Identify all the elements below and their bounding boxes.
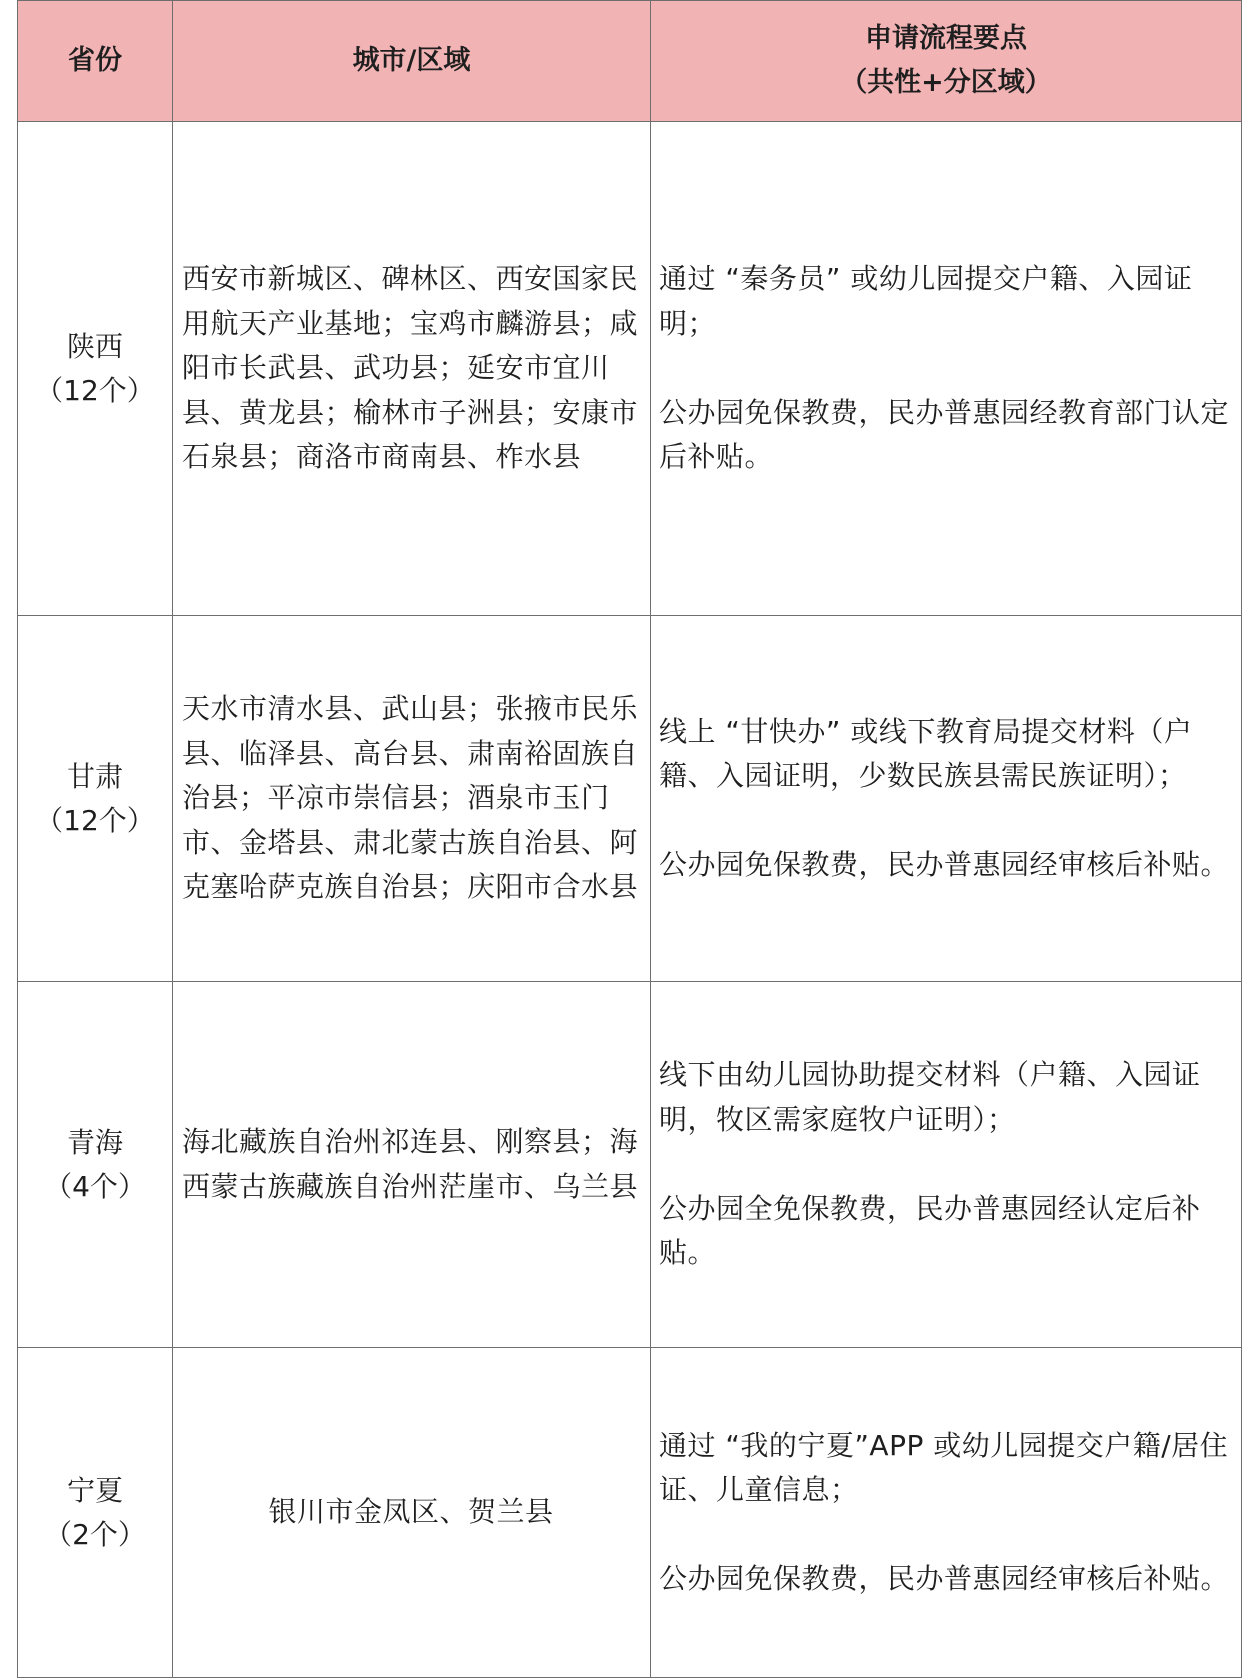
process-cell (651, 1348, 1242, 1678)
province-cell (18, 1348, 173, 1678)
header-city: 城市/区域 (173, 1, 651, 122)
table-row (18, 122, 1242, 616)
city-cell: 天水市清水县、武山县；张掖市民乐县、临泽县、高台县、肃南裕固族自治县；平凉市崇信县；酒泉市玉门市、金塔县、肃北蒙古族自治县、阿克塞哈萨克族自治县；庆阳市合水县 (173, 616, 651, 982)
header-process-title: 申请流程要点 (865, 23, 1027, 54)
process-step-submit: 线上 “甘快办” 或线下教育局提交材料（户籍、入园证明，少数民族县需民族证明）； (659, 714, 1193, 792)
province-cell (18, 616, 173, 982)
table-header-row (18, 1, 1242, 122)
city-cell: 西安市新城区、碑林区、西安国家民用航天产业基地；宝鸡市麟游县；咸阳市长武县、武功县；延安市宜川县、黄龙县；榆林市子洲县；安康市石泉县；商洛市商南县、柞水县 (173, 122, 651, 616)
province-name: 宁夏 (66, 1473, 123, 1507)
table-row (18, 616, 1242, 982)
province-cell (18, 982, 173, 1348)
process-step-submit: 通过 “秦务员” 或幼儿园提交户籍、入园证明； (659, 262, 1193, 340)
province-count: （12个） (35, 803, 155, 837)
policy-table (17, 0, 1242, 1678)
process-cell (651, 982, 1242, 1348)
province-name: 甘肃 (66, 759, 123, 793)
header-process-subtitle: （共性+分区域） (840, 67, 1052, 98)
process-cell (651, 616, 1242, 982)
process-step-submit: 线下由幼儿园协助提交材料（户籍、入园证明，牧区需家庭牧户证明）； (659, 1058, 1201, 1136)
process-step-submit: 通过 “我的宁夏”APP 或幼儿园提交户籍/居住证、儿童信息； (659, 1428, 1229, 1506)
city-cell: 银川市金凤区、贺兰县 (173, 1348, 651, 1678)
province-count: （4个） (44, 1169, 146, 1203)
process-step-subsidy: 公办园免保教费，民办普惠园经教育部门认定后补贴。 (659, 395, 1230, 474)
province-cell (18, 122, 173, 616)
province-count: （12个） (35, 373, 155, 407)
header-province: 省份 (18, 1, 173, 122)
process-step-subsidy: 公办园全免保教费，民办普惠园经认定后补贴。 (659, 1191, 1201, 1270)
city-cell: 海北藏族自治州祁连县、刚察县；海西蒙古族藏族自治州茫崖市、乌兰县 (173, 982, 651, 1348)
header-process (651, 1, 1242, 122)
table-row (18, 982, 1242, 1348)
province-count: （2个） (44, 1517, 146, 1551)
province-name: 青海 (66, 1125, 123, 1159)
province-name: 陕西 (66, 329, 123, 363)
process-step-subsidy: 公办园免保教费，民办普惠园经审核后补贴。 (659, 848, 1230, 881)
process-cell (651, 122, 1242, 616)
table-row (18, 1348, 1242, 1678)
process-step-subsidy: 公办园免保教费，民办普惠园经审核后补贴。 (659, 1562, 1230, 1595)
